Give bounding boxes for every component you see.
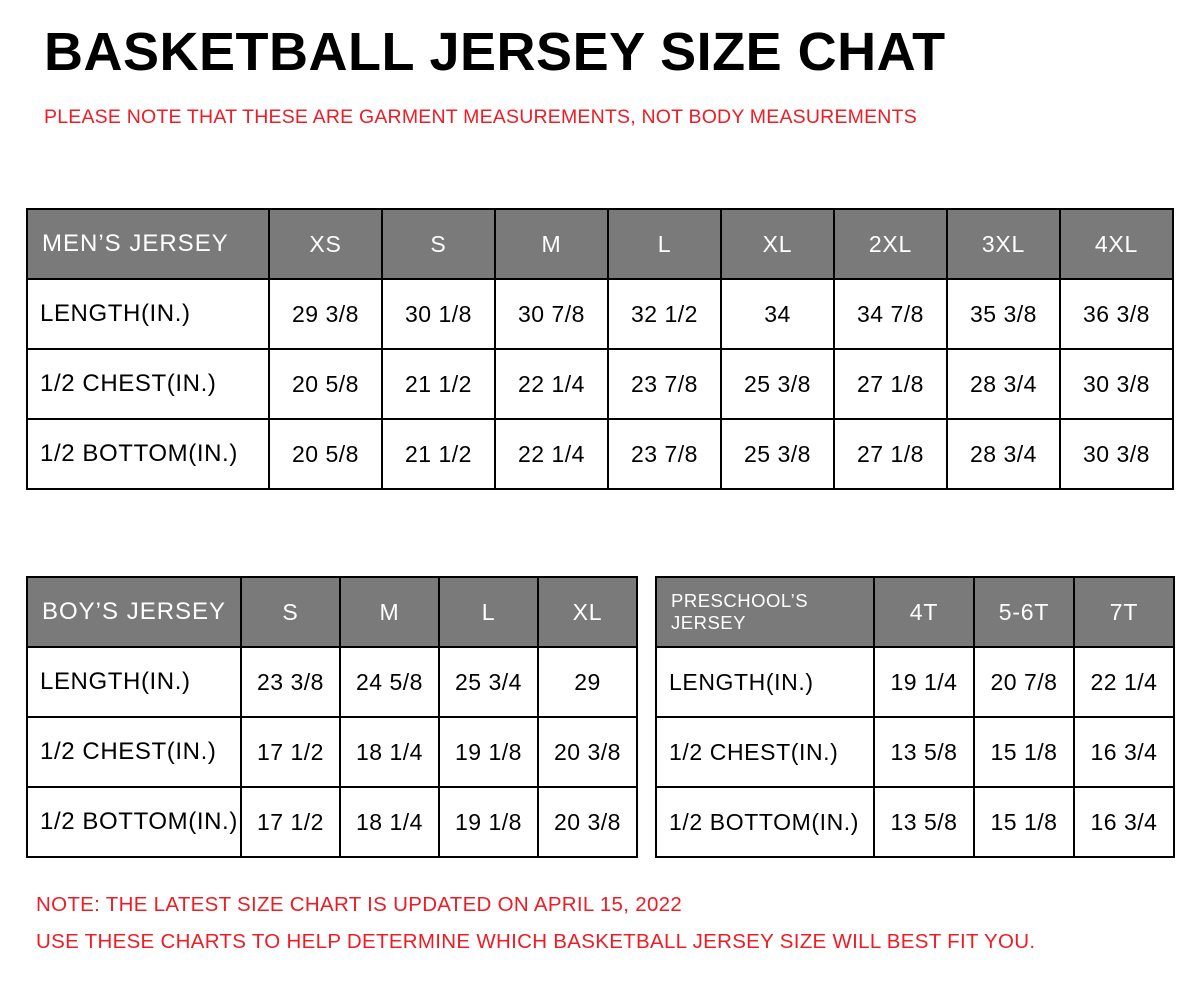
table-cell: 20 3/8 <box>538 717 637 787</box>
table-cell: 29 3/8 <box>269 279 382 349</box>
preschool-jersey-table <box>655 576 1175 858</box>
column-header: 4T <box>874 577 974 647</box>
column-header: M <box>340 577 439 647</box>
table-cell: 34 <box>721 279 834 349</box>
table-cell: 17 1/2 <box>241 787 340 857</box>
table-row <box>27 349 1173 419</box>
column-header: MEN’S JERSEY <box>27 209 269 279</box>
column-header: 4XL <box>1060 209 1173 279</box>
table-cell: 20 5/8 <box>269 419 382 489</box>
row-label: LENGTH(IN.) <box>27 279 269 349</box>
table-cell: 22 1/4 <box>1074 647 1174 717</box>
table-cell: 19 1/8 <box>439 787 538 857</box>
row-label: LENGTH(IN.) <box>656 647 874 717</box>
table-cell: 29 <box>538 647 637 717</box>
table-cell: 24 5/8 <box>340 647 439 717</box>
table-cell: 27 1/8 <box>834 419 947 489</box>
column-header: XL <box>721 209 834 279</box>
mens-jersey-table <box>26 208 1174 490</box>
row-label: 1/2 BOTTOM(IN.) <box>27 787 241 857</box>
column-header: 3XL <box>947 209 1060 279</box>
column-header: 2XL <box>834 209 947 279</box>
table-cell: 22 1/4 <box>495 349 608 419</box>
table-cell: 30 3/8 <box>1060 349 1173 419</box>
usage-note: USE THESE CHARTS TO HELP DETERMINE WHICH BASKETBALL JERSEY SIZE WILL BEST FIT YOU. <box>36 930 1036 953</box>
table-header-row <box>656 577 1174 647</box>
table-cell: 25 3/4 <box>439 647 538 717</box>
table-cell: 13 5/8 <box>874 787 974 857</box>
table-cell: 20 7/8 <box>974 647 1074 717</box>
table-row <box>656 647 1174 717</box>
column-header: 7T <box>1074 577 1174 647</box>
row-label: 1/2 CHEST(IN.) <box>656 717 874 787</box>
update-note: NOTE: THE LATEST SIZE CHART IS UPDATED ON APRIL 15, 2022 <box>36 893 683 916</box>
column-header: S <box>382 209 495 279</box>
table-cell: 35 3/8 <box>947 279 1060 349</box>
boys-jersey-table-container <box>26 576 638 858</box>
table-cell: 18 1/4 <box>340 787 439 857</box>
column-header: XS <box>269 209 382 279</box>
table-cell: 32 1/2 <box>608 279 721 349</box>
table-cell: 36 3/8 <box>1060 279 1173 349</box>
table-cell: 23 7/8 <box>608 419 721 489</box>
table-cell: 19 1/8 <box>439 717 538 787</box>
row-label: 1/2 CHEST(IN.) <box>27 717 241 787</box>
table-cell: 16 3/4 <box>1074 717 1174 787</box>
column-header: S <box>241 577 340 647</box>
table-cell: 17 1/2 <box>241 717 340 787</box>
table-header-row <box>27 577 637 647</box>
table-cell: 23 3/8 <box>241 647 340 717</box>
table-cell: 15 1/8 <box>974 787 1074 857</box>
table-cell: 18 1/4 <box>340 717 439 787</box>
row-label: 1/2 BOTTOM(IN.) <box>27 419 269 489</box>
column-header: BOY’S JERSEY <box>27 577 241 647</box>
table-cell: 22 1/4 <box>495 419 608 489</box>
table-cell: 13 5/8 <box>874 717 974 787</box>
mens-jersey-table-container <box>26 208 1174 490</box>
table-cell: 30 7/8 <box>495 279 608 349</box>
table-cell: 16 3/4 <box>1074 787 1174 857</box>
table-row <box>27 787 637 857</box>
table-cell: 28 3/4 <box>947 419 1060 489</box>
column-header: L <box>608 209 721 279</box>
bottom-notes <box>36 886 1166 960</box>
table-cell: 19 1/4 <box>874 647 974 717</box>
table-cell: 25 3/8 <box>721 349 834 419</box>
column-header: 5-6T <box>974 577 1074 647</box>
table-row <box>27 717 637 787</box>
column-header: M <box>495 209 608 279</box>
table-row <box>656 787 1174 857</box>
table-row <box>27 279 1173 349</box>
table-cell: 30 1/8 <box>382 279 495 349</box>
table-cell: 25 3/8 <box>721 419 834 489</box>
table-cell: 34 7/8 <box>834 279 947 349</box>
table-cell: 20 3/8 <box>538 787 637 857</box>
table-row <box>27 419 1173 489</box>
column-header: PRESCHOOL’S JERSEY <box>656 577 874 647</box>
table-cell: 20 5/8 <box>269 349 382 419</box>
table-cell: 30 3/8 <box>1060 419 1173 489</box>
page-title: BASKETBALL JERSEY SIZE CHAT <box>44 22 946 82</box>
table-cell: 15 1/8 <box>974 717 1074 787</box>
table-cell: 28 3/4 <box>947 349 1060 419</box>
row-label: 1/2 CHEST(IN.) <box>27 349 269 419</box>
table-header-row <box>27 209 1173 279</box>
table-cell: 23 7/8 <box>608 349 721 419</box>
row-label: 1/2 BOTTOM(IN.) <box>656 787 874 857</box>
table-cell: 21 1/2 <box>382 419 495 489</box>
row-label: LENGTH(IN.) <box>27 647 241 717</box>
boys-jersey-table <box>26 576 638 858</box>
column-header: L <box>439 577 538 647</box>
table-row <box>27 647 637 717</box>
garment-measurement-note: PLEASE NOTE THAT THESE ARE GARMENT MEASUREMENTS, NOT BODY MEASUREMENTS <box>44 106 917 128</box>
table-row <box>656 717 1174 787</box>
table-cell: 21 1/2 <box>382 349 495 419</box>
table-cell: 27 1/8 <box>834 349 947 419</box>
preschool-jersey-table-container <box>655 576 1175 858</box>
column-header: XL <box>538 577 637 647</box>
